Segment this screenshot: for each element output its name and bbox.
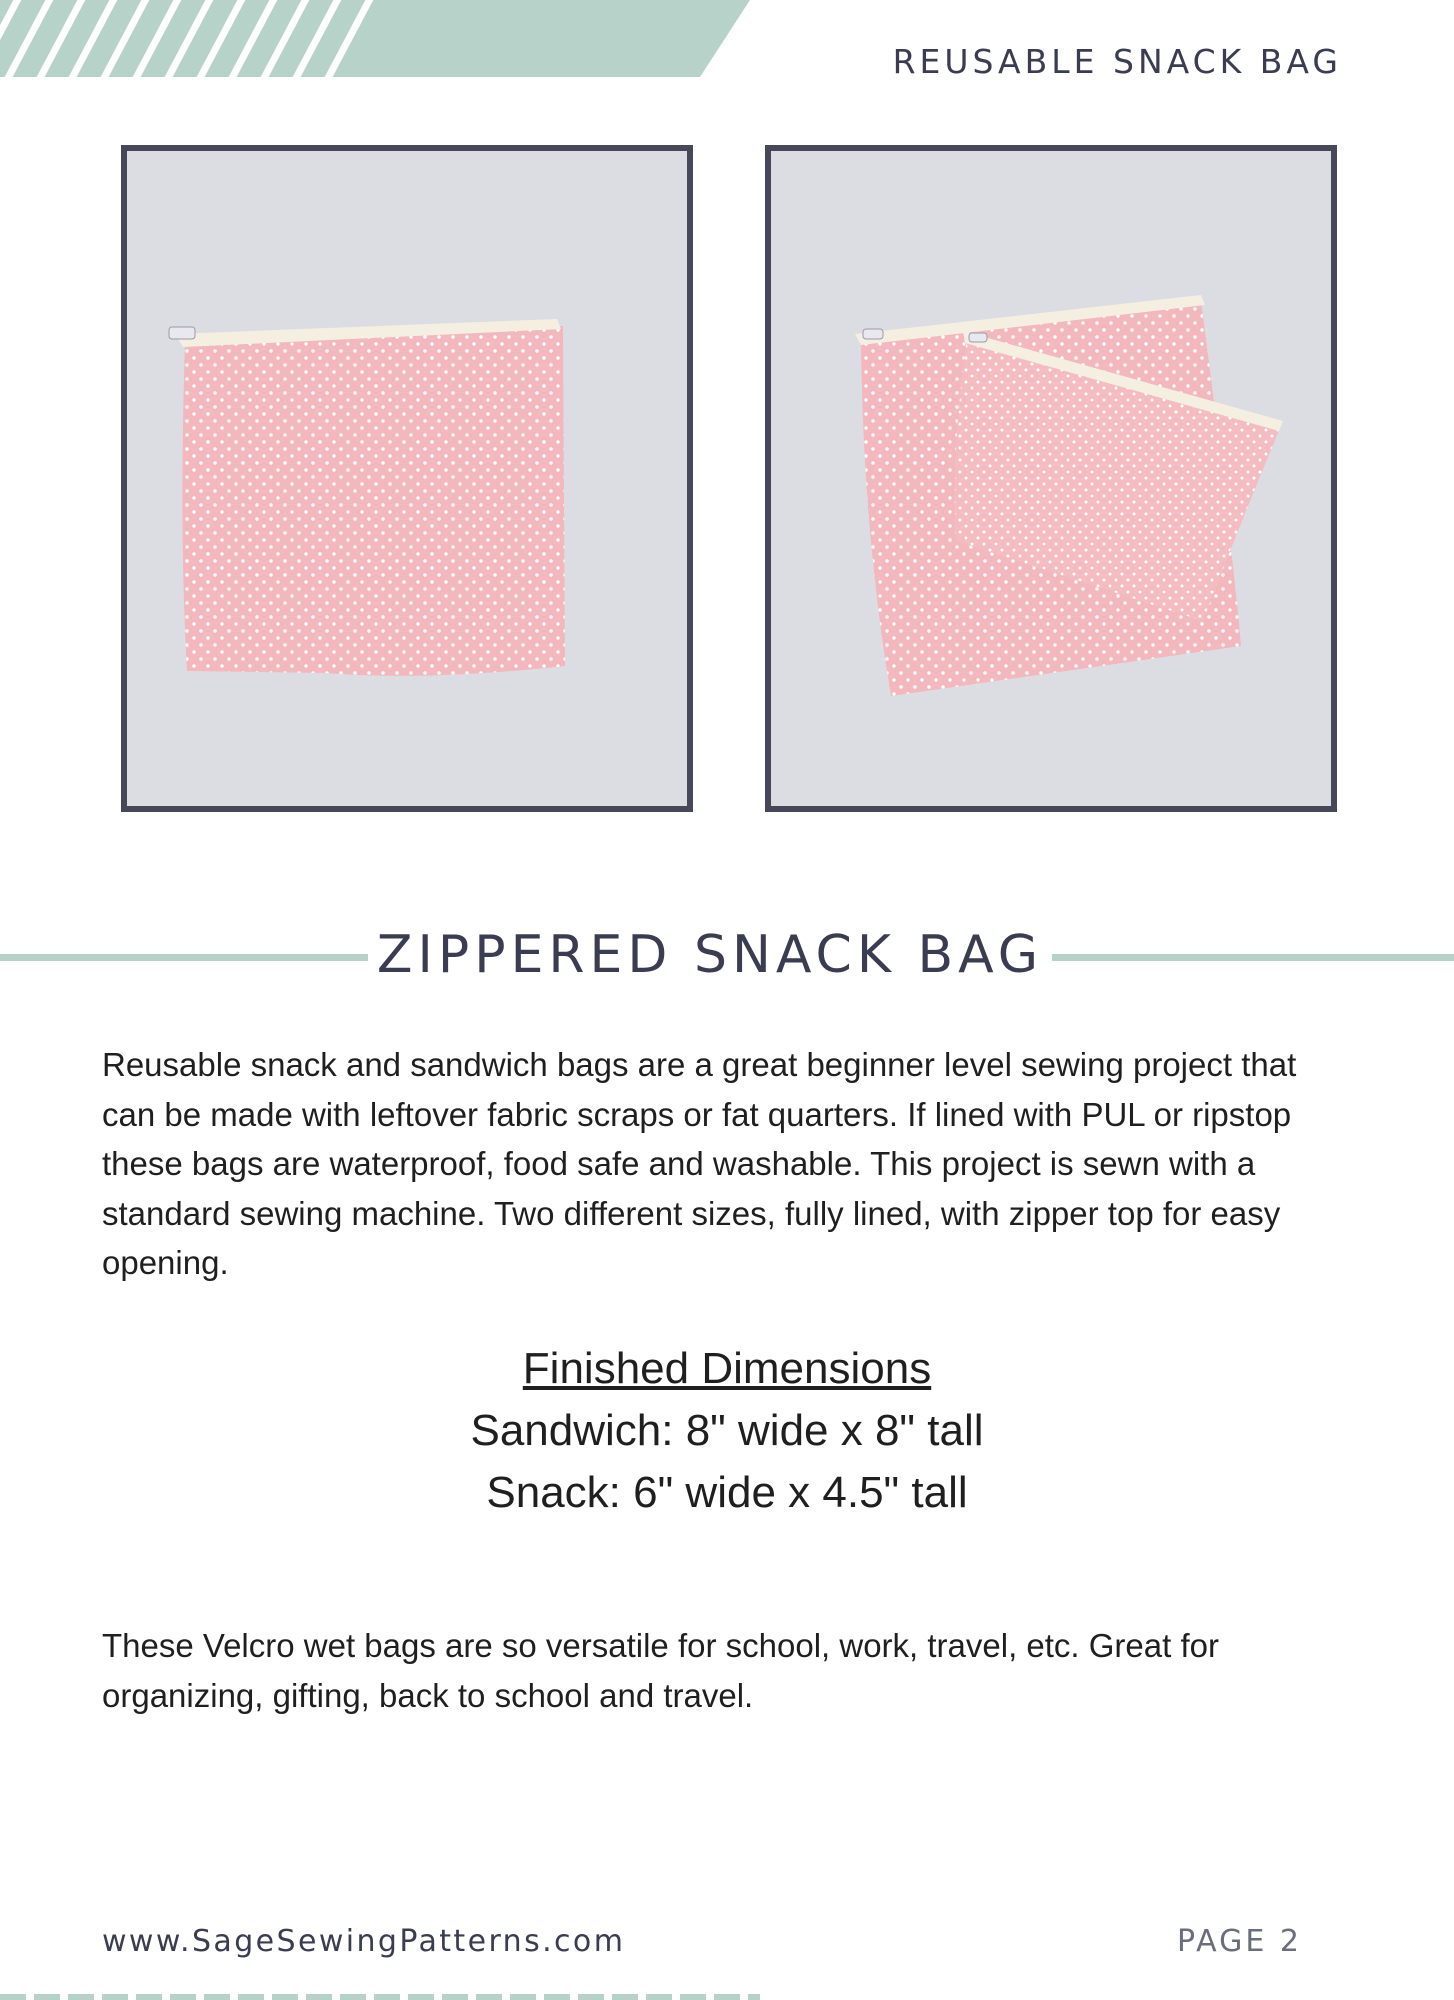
photo-sandwich-bag bbox=[121, 145, 693, 812]
outro-paragraph: These Velcro wet bags are so versatile for school, work, travel, etc. Great for organizing, gifting, back to school and travel. bbox=[102, 1627, 1219, 1714]
heading-rule-right bbox=[1052, 954, 1454, 961]
intro-paragraph: Reusable snack and sandwich bags are a great beginner level sewing project that can be made with leftover fabric scraps or fat quarters. If lined with PUL or ripstop these bags are waterproof, food safe and washable. This project is sewn with a standard sewing machine. Two different sizes, fully lined, with zipper top for easy opening. bbox=[102, 1046, 1297, 1281]
heading-rule-left bbox=[0, 954, 368, 961]
dimension-sandwich: Sandwich: 8" wide x 8" tall bbox=[470, 1406, 984, 1455]
dimension-snack: Snack: 6" wide x 4.5" tall bbox=[486, 1468, 968, 1517]
section-title: ZIPPERED SNACK BAG bbox=[376, 925, 1044, 985]
running-title: REUSABLE SNACK BAG bbox=[892, 42, 1342, 81]
footer-stripe bbox=[0, 1994, 760, 2000]
page-number: PAGE 2 bbox=[1177, 1924, 1302, 1959]
photo-bag-set bbox=[765, 145, 1337, 812]
footer-website-link[interactable]: www.SageSewingPatterns.com bbox=[102, 1924, 626, 1959]
dimensions-heading: Finished Dimensions bbox=[522, 1344, 932, 1393]
finished-dimensions bbox=[0, 1338, 1454, 1524]
